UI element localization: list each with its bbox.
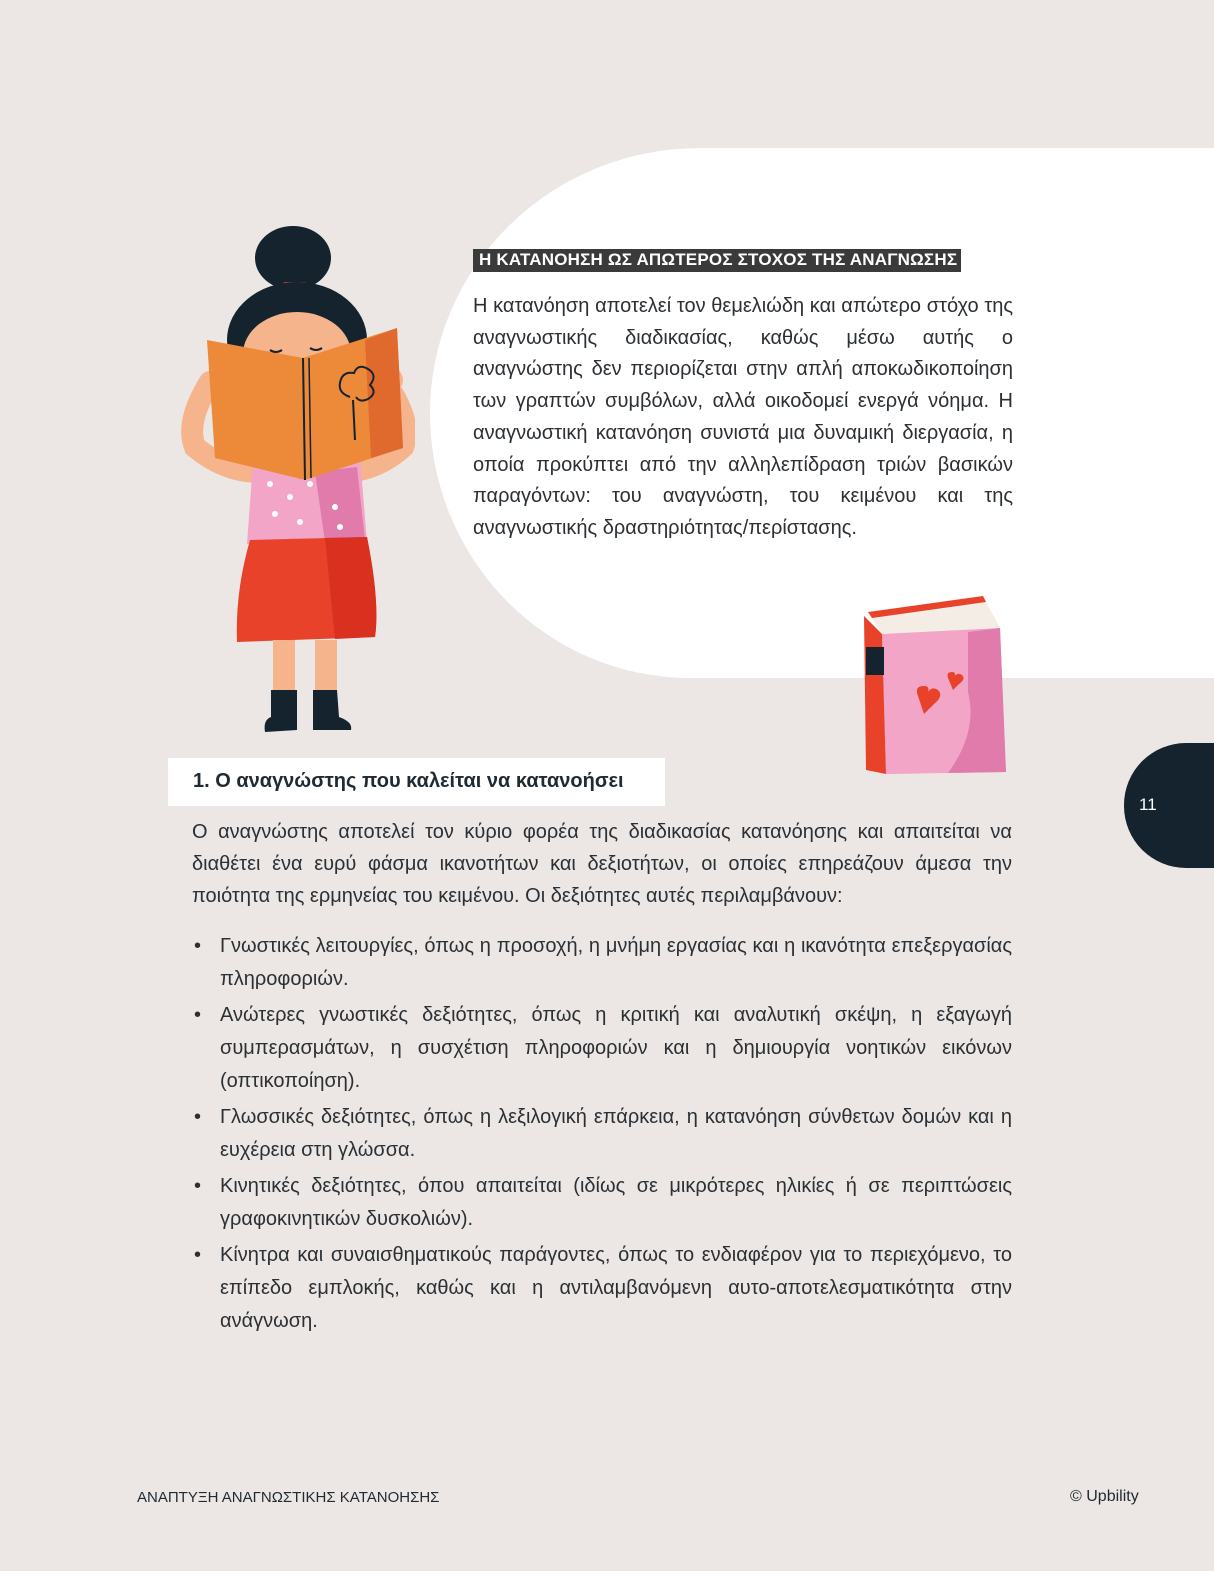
- intro-paragraph: Η κατανόηση αποτελεί τον θεμελιώδη και απώτερο στόχο της αναγνωστικής διαδικασίας, καθώς μέσω αυτής ο αναγνώστης δεν περιορίζεται στην απλή αποκωδικοποίηση των γραπτών συμβόλων, αλλά οικοδομεί ενεργά νόημα. Η αναγνωστική κατανόηση συνιστά μια δυναμική διεργασία, η οποία προκύπτει από την αλληλεπίδραση τριών βασικών παραγόντων: του αναγνώστη, του κειμένου και της αναγνωστικής δραστηριότητας/περίστασης.: [473, 295, 1013, 539]
- footer-copyright: © Upbility: [1070, 1488, 1139, 1505]
- section-heading: 1. Ο αναγνώστης που καλείται να κατανοήσει: [193, 770, 624, 792]
- bullet-icon: •: [194, 1004, 202, 1026]
- skills-list: [192, 930, 1012, 1341]
- list-item: • Κίνητρα και συναισθηματικούς παράγοντες, όπως το ενδιαφέρον για το περιεχόμενο, το επίπεδο εμπλοκής, καθώς και η αντιλαμβανόμενη αυτο-αποτελεσματικότητα στην ανάγνωση.: [192, 1239, 1012, 1338]
- page-number: 11: [1139, 795, 1157, 814]
- page-number-tab: [1124, 743, 1214, 868]
- pink-book-illustration: [858, 592, 1008, 777]
- list-item: • Κινητικές δεξιότητες, όπου απαιτείται (ιδίως σε μικρότερες ηλικίες ή σε περιπτώσεις γραφοκινητικών δυσκολιών).: [192, 1170, 1012, 1236]
- section-heading-box: [168, 758, 665, 806]
- bullet-icon: •: [194, 1244, 202, 1266]
- bullet-icon: •: [194, 1106, 202, 1128]
- list-item: • Γνωστικές λειτουργίες, όπως η προσοχή, η μνήμη εργασίας και η ικανότητα επεξεργασίας πληροφοριών.: [192, 930, 1012, 996]
- intro-title: Η ΚΑΤΑΝΟΗΣΗ ΩΣ ΑΠΩΤΕΡΟΣ ΣΤΟΧΟΣ ΤΗΣ ΑΝΑΓΝΩΣΗΣ: [473, 249, 961, 272]
- footer-book-title: ΑΝΑΠΤΥΞΗ ΑΝΑΓΝΩΣΤΙΚΗΣ ΚΑΤΑΝΟΗΣΗΣ: [137, 1489, 440, 1506]
- list-item: • Ανώτερες γνωστικές δεξιότητες, όπως η κριτική και αναλυτική σκέψη, η εξαγωγή συμπερασμάτων, η συσχέτιση πληροφοριών και η δημιουργία νοητικών εικόνων (οπτικοποίηση).: [192, 999, 1012, 1098]
- bullet-icon: •: [194, 935, 202, 957]
- list-item: • Γλωσσικές δεξιότητες, όπως η λεξιλογική επάρκεια, η κατανόηση σύνθετων δομών και η ευχέρεια στη γλώσσα.: [192, 1101, 1012, 1167]
- bullet-icon: •: [194, 1175, 202, 1197]
- section-paragraph: Ο αναγνώστης αποτελεί τον κύριο φορέα της διαδικασίας κατανόησης και απαιτείται να διαθέτει ένα ευρύ φάσμα ικανοτήτων και δεξιοτήτων, οι οποίες επηρεάζουν άμεσα την ποιότητα της ερμηνείας του κειμένου. Οι δεξιότητες αυτές περιλαμβάνουν:: [192, 821, 1012, 907]
- girl-reading-illustration: [175, 222, 415, 742]
